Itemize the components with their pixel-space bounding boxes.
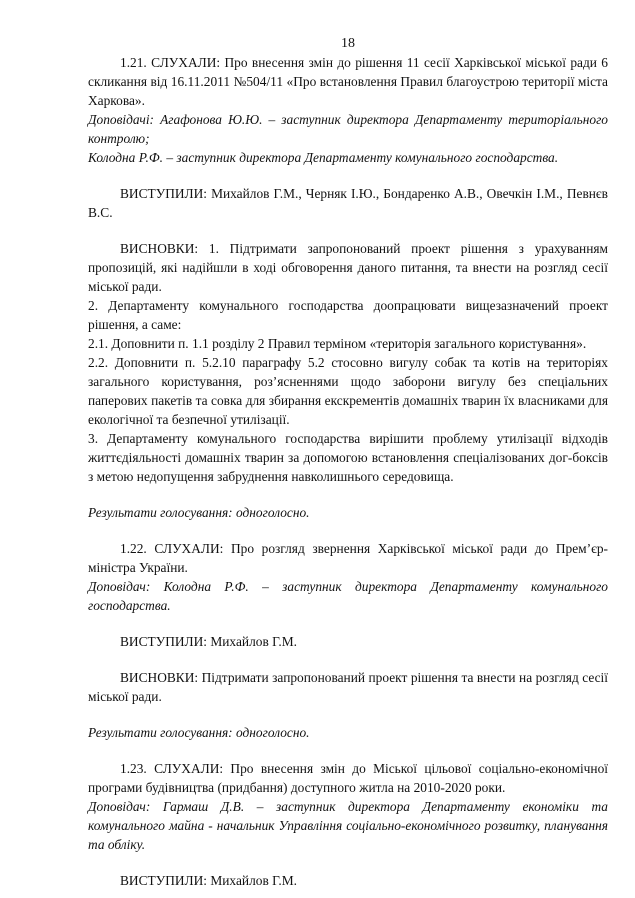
item-1-22-spoke <box>88 632 608 651</box>
item-1-21-conclusion-2: 2. Департаменту комунального господарства доопрацювати вищезазначений проект рішення, а саме: <box>88 298 608 332</box>
spoke-text: Михайлов Г.М., Черняк І.Ю., Бондаренко А.В., Овечкін І.М., Певнєв В.С. <box>88 186 608 220</box>
item-1-23-heard <box>88 759 608 797</box>
item-1-22-speaker: Доповідач: Колодна Р.Ф. – заступник директора Департаменту комунального господарства. <box>88 579 608 613</box>
item-1-21-heard <box>88 53 608 110</box>
item-1-21-vote: Результати голосування: одноголосно. <box>88 505 310 520</box>
heard-text: Про розгляд звернення Харківської міської ради до Прем’єр-міністра України. <box>88 541 608 575</box>
conclusions-label: ВИСНОВКИ: <box>120 241 199 256</box>
spoke-label: ВИСТУПИЛИ: <box>120 873 208 888</box>
item-1-21-conclusion-3: 3. Департаменту комунального господарства вирішити проблему утилізації відходів життєдіяльності домашніх тварин за допомогою встановлення спеціалізованих дог-боксів з метою недопущення забруднення навколишнього середовища. <box>88 431 608 484</box>
conclusion-text: Підтримати запропонований проект рішення та внести на розгляд сесії міської ради. <box>88 670 608 704</box>
item-1-21-speaker-2: Колодна Р.Ф. – заступник директора Департаменту комунального господарства. <box>88 150 559 165</box>
item-1-21-conclusion-2-1: 2.1. Доповнити п. 1.1 розділу 2 Правил терміном «територія загального користування». <box>88 336 587 351</box>
item-1-22-heard <box>88 539 608 577</box>
spoke-label: ВИСТУПИЛИ: <box>120 186 208 201</box>
item-1-21-speaker-1: Доповідачі: Агафонова Ю.Ю. – заступник директора Департаменту територіального контролю; <box>88 112 608 146</box>
item-1-21-conclusion-1 <box>88 239 608 296</box>
item-1-22-conclusion <box>88 668 608 706</box>
conclusions-label: ВИСНОВКИ: <box>120 670 199 685</box>
spoke-text: Михайлов Г.М. <box>207 634 297 649</box>
item-1-21-conclusion-2-2: 2.2. Доповнити п. 5.2.10 параграфу 5.2 стосовно вигулу собак та котів на територіях загального користування, роз’ясненнями щодо заборони вигулу без спеціальних паперових пакетів та совка для збирання екскрементів домашніх тварин їх власниками для екологічної та безпечної утилізації. <box>88 355 608 427</box>
conclusion-text: 1. Підтримати запропонований проект рішення з урахуванням пропозицій, які надійшли в ході обговорення даного питання, та внести на розгляд сесії міської ради. <box>88 241 608 294</box>
heard-text: Про внесення змін до Міської цільової соціально-економічної програми будівництва (придбання) доступного житла на 2010-2020 роки. <box>88 761 608 795</box>
item-1-21-spoke <box>88 184 608 222</box>
heard-text: Про внесення змін до рішення 11 сесії Харківської міської ради 6 скликання від 16.11.2011 №504/11 «Про встановлення Правил благоустрою території міста Харкова». <box>88 55 608 108</box>
heard-label: 1.22. СЛУХАЛИ: <box>120 541 224 556</box>
heard-label: 1.23. СЛУХАЛИ: <box>120 761 224 776</box>
item-1-23-speaker: Доповідач: Гармаш Д.В. – заступник директора Департаменту економіки та комунального майна - начальник Управління соціально-економічного розвитку, планування та обліку. <box>88 799 608 852</box>
item-1-22-vote: Результати голосування: одноголосно. <box>88 725 310 740</box>
document-page <box>88 34 608 890</box>
item-1-23-spoke <box>88 871 608 890</box>
heard-label: 1.21. СЛУХАЛИ: <box>120 55 221 70</box>
spoke-label: ВИСТУПИЛИ: <box>120 634 208 649</box>
spoke-text: Михайлов Г.М. <box>207 873 297 888</box>
page-number: 18 <box>341 36 355 51</box>
